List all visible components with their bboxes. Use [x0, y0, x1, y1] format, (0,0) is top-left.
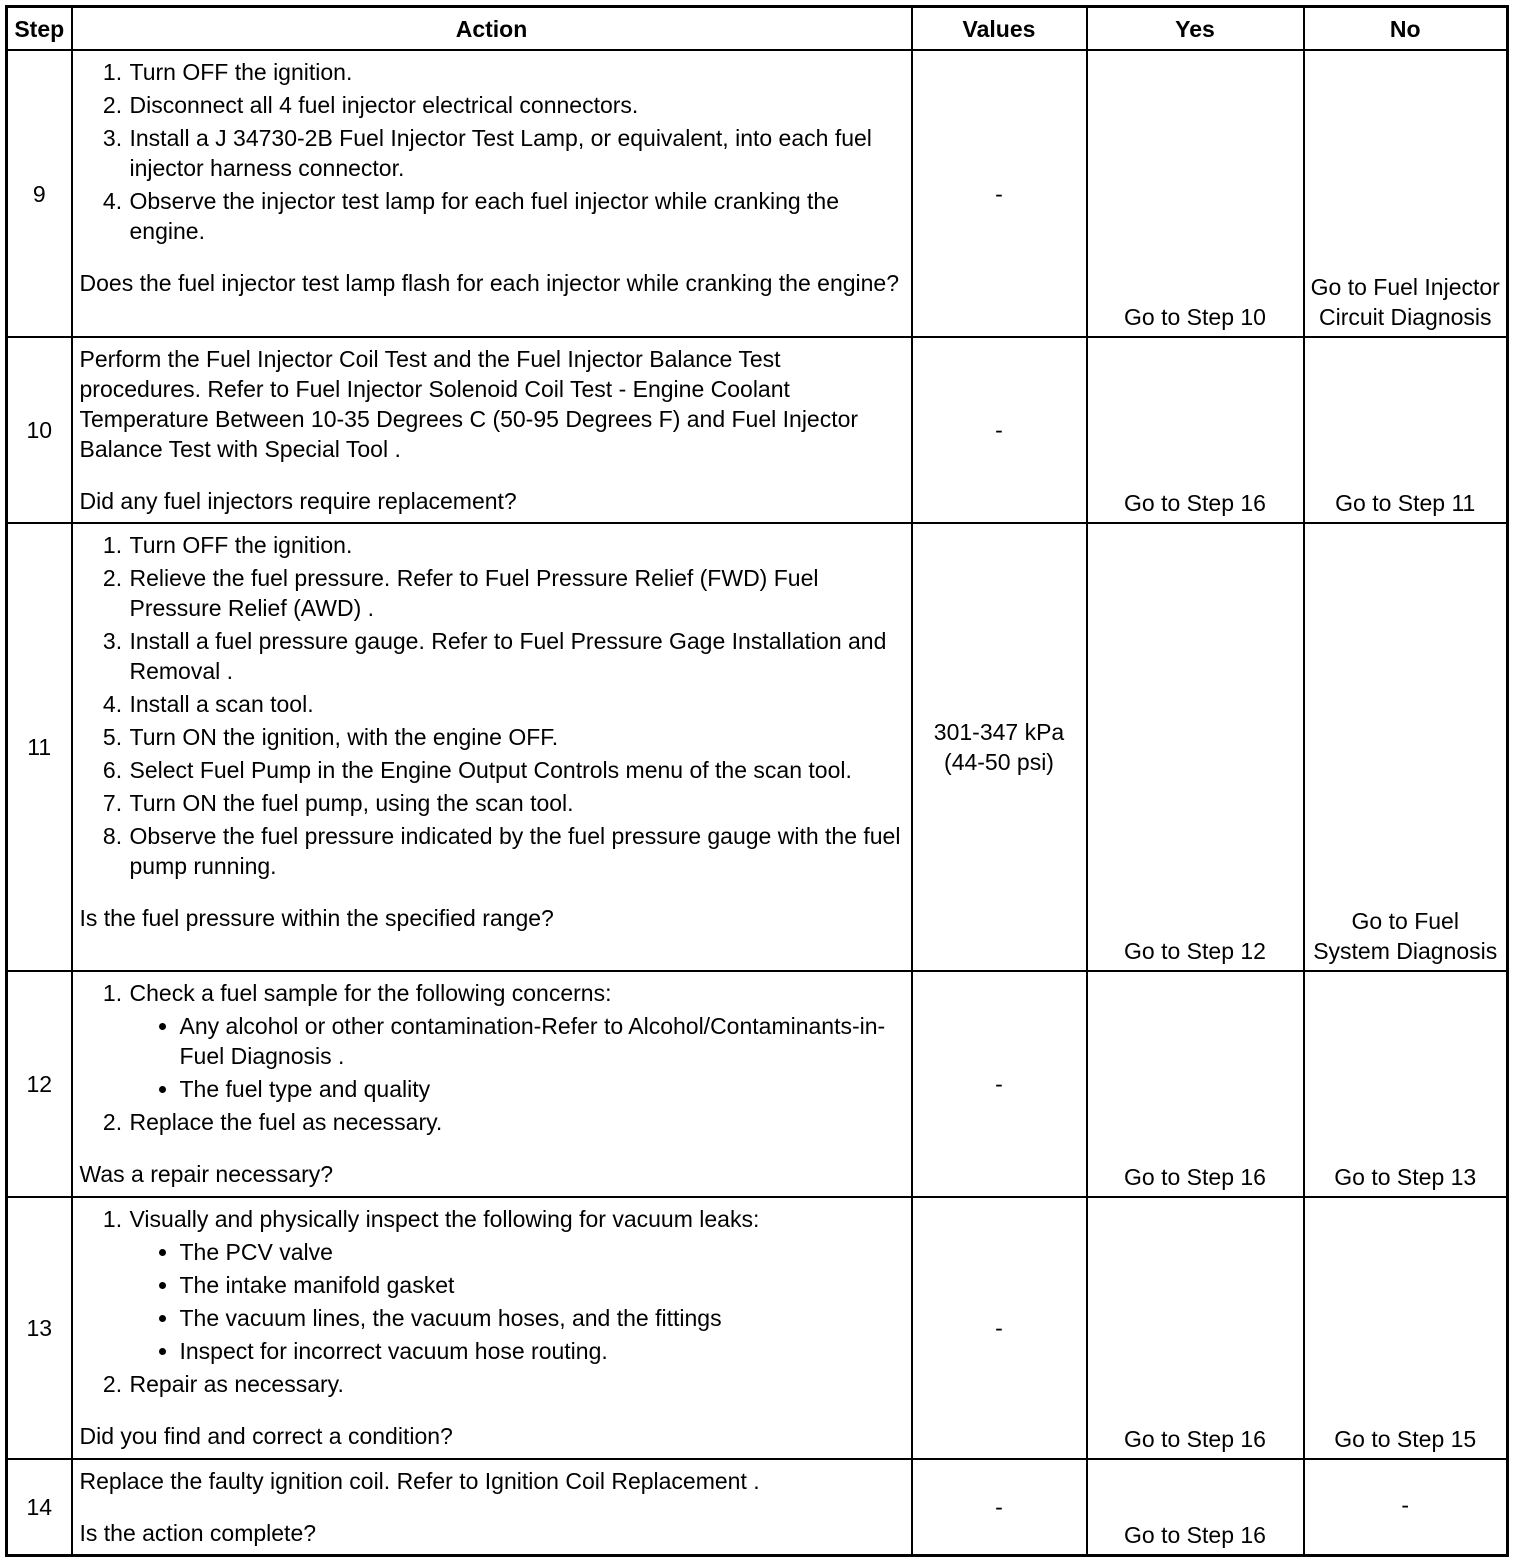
action-step: 7. Turn ON the fuel pump, using the scan tool.	[129, 788, 904, 818]
no-cell: Go to Step 13	[1304, 971, 1508, 1197]
action-cell	[72, 523, 912, 971]
action-step: 3. Install a fuel pressure gauge. Refer to Fuel Pressure Gage Installation and Removal .	[129, 626, 904, 686]
action-step: 2. Disconnect all 4 fuel injector electrical connectors.	[129, 90, 904, 120]
header-yes: Yes	[1087, 7, 1304, 51]
inspection-item: • The PCV valve	[180, 1237, 904, 1267]
no-cell: Go to Fuel System Diagnosis	[1304, 523, 1508, 971]
action-step: 1. Turn OFF the ignition.	[129, 530, 904, 560]
header-step: Step	[7, 7, 72, 51]
step-row-12	[7, 971, 1508, 1197]
action-step	[129, 1204, 904, 1366]
yes-cell: Go to Step 12	[1087, 523, 1304, 971]
action-step: 3. Install a J 34730-2B Fuel Injector Test Lamp, or equivalent, into each fuel injector harness connector.	[129, 123, 904, 183]
no-cell: Go to Step 11	[1304, 337, 1508, 523]
action-steps	[80, 57, 904, 246]
action-question: Was a repair necessary?	[79, 1161, 334, 1187]
values-cell: -	[912, 50, 1087, 337]
action-cell	[72, 1197, 912, 1459]
action-step-text: Visually and physically inspect the following for vacuum leaks:	[129, 1206, 760, 1232]
action-question: Is the action complete?	[79, 1520, 317, 1546]
action-step: 1. Turn OFF the ignition.	[129, 57, 904, 87]
step-number: 12	[7, 971, 72, 1197]
action-question: Did any fuel injectors require replacement?	[79, 488, 517, 514]
header-action: Action	[72, 7, 912, 51]
step-row-10	[7, 337, 1508, 523]
values-cell	[912, 523, 1087, 971]
action-cell	[72, 337, 912, 523]
values-cell: -	[912, 1459, 1087, 1555]
action-step: 2. Replace the fuel as necessary.	[129, 1107, 904, 1137]
diagnostic-table	[5, 5, 1509, 1557]
step-row-13	[7, 1197, 1508, 1459]
action-description: Perform the Fuel Injector Coil Test and the Fuel Injector Balance Test procedures. Refer to Fuel Injector Solenoid Coil Test - Engine Coolant Temperature Between 10-35 Degrees C (50-95 Degrees F) and Fuel Injector Balance Test with Special Tool .	[79, 346, 859, 462]
yes-cell: Go to Step 16	[1087, 1197, 1304, 1459]
yes-cell: Go to Step 16	[1087, 337, 1304, 523]
values-range-kpa: 301-347 kPa	[933, 719, 1065, 745]
action-question: Did you find and correct a condition?	[79, 1423, 453, 1449]
header-row	[7, 7, 1508, 51]
action-cell	[72, 1459, 912, 1555]
concern-item: • The fuel type and quality	[180, 1074, 904, 1104]
action-description: Replace the faulty ignition coil. Refer to Ignition Coil Replacement .	[79, 1468, 760, 1494]
step-number: 13	[7, 1197, 72, 1459]
step-row-11	[7, 523, 1508, 971]
action-question: Is the fuel pressure within the specified range?	[79, 905, 554, 931]
no-cell: Go to Fuel Injector Circuit Diagnosis	[1304, 50, 1508, 337]
action-step-text: Check a fuel sample for the following concerns:	[129, 980, 612, 1006]
step-row-9	[7, 50, 1508, 337]
action-question: Does the fuel injector test lamp flash for each injector while cranking the engine?	[79, 270, 900, 296]
action-cell	[72, 971, 912, 1197]
action-steps	[80, 978, 904, 1137]
step-number: 10	[7, 337, 72, 523]
action-step	[129, 978, 904, 1104]
values-range-psi: (44-50 psi)	[944, 749, 1054, 775]
inspection-item: • The intake manifold gasket	[180, 1270, 904, 1300]
no-cell: Go to Step 15	[1304, 1197, 1508, 1459]
action-step: 4. Observe the injector test lamp for each fuel injector while cranking the engine.	[129, 186, 904, 246]
action-step: 2. Relieve the fuel pressure. Refer to Fuel Pressure Relief (FWD) Fuel Pressure Relief (AWD) .	[129, 563, 904, 623]
inspection-item: • The vacuum lines, the vacuum hoses, and the fittings	[180, 1303, 904, 1333]
no-cell: -	[1304, 1459, 1508, 1555]
concern-item: • Any alcohol or other contamination-Refer to Alcohol/Contaminants-in-Fuel Diagnosis .	[180, 1011, 904, 1071]
values-cell: -	[912, 1197, 1087, 1459]
yes-cell: Go to Step 10	[1087, 50, 1304, 337]
values-cell: -	[912, 971, 1087, 1197]
step-number: 14	[7, 1459, 72, 1555]
action-cell	[72, 50, 912, 337]
header-values: Values	[912, 7, 1087, 51]
inspection-item: • Inspect for incorrect vacuum hose routing.	[180, 1336, 904, 1366]
concern-list	[130, 1011, 904, 1104]
action-step: 8. Observe the fuel pressure indicated by the fuel pressure gauge with the fuel pump running.	[129, 821, 904, 881]
header-no: No	[1304, 7, 1508, 51]
inspection-list	[130, 1237, 904, 1366]
action-step: 6. Select Fuel Pump in the Engine Output Controls menu of the scan tool.	[129, 755, 904, 785]
step-number: 11	[7, 523, 72, 971]
action-step: 5. Turn ON the ignition, with the engine OFF.	[129, 722, 904, 752]
yes-cell: Go to Step 16	[1087, 1459, 1304, 1555]
step-number: 9	[7, 50, 72, 337]
action-steps	[80, 1204, 904, 1399]
values-cell: -	[912, 337, 1087, 523]
action-step: 4. Install a scan tool.	[129, 689, 904, 719]
yes-cell: Go to Step 16	[1087, 971, 1304, 1197]
step-row-14	[7, 1459, 1508, 1555]
action-step: 2. Repair as necessary.	[129, 1369, 904, 1399]
action-steps	[80, 530, 904, 881]
